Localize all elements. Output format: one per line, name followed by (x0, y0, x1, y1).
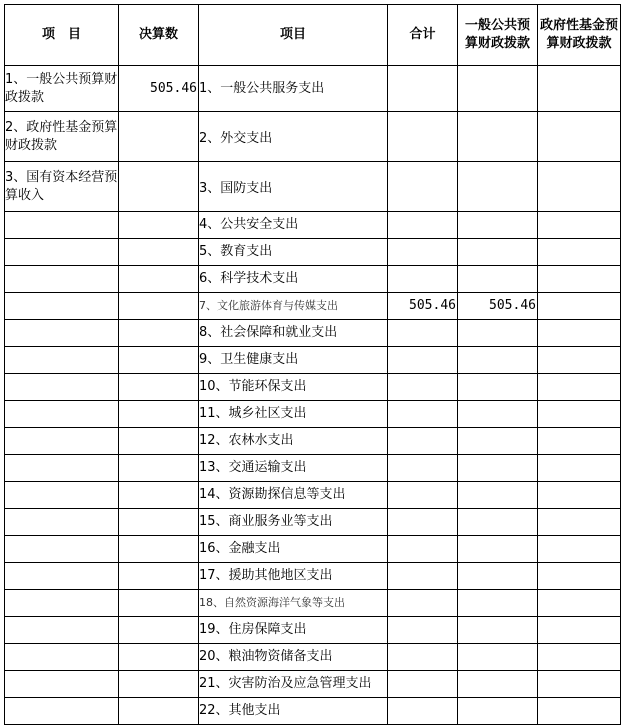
expenditure-label: 18、自然资源海洋气象等支出 (199, 590, 388, 617)
table-row (5, 563, 621, 590)
header-total: 合计 (388, 5, 458, 66)
expenditure-fund (538, 698, 621, 725)
expenditure-fund (538, 162, 621, 212)
expenditure-fund (538, 401, 621, 428)
income-label (5, 509, 119, 536)
expenditure-label: 4、公共安全支出 (199, 212, 388, 239)
expenditure-fund (538, 590, 621, 617)
expenditure-total (388, 212, 458, 239)
expenditure-general (458, 455, 538, 482)
expenditure-fund (538, 509, 621, 536)
income-amount (119, 112, 199, 162)
expenditure-fund (538, 482, 621, 509)
income-label (5, 347, 119, 374)
header-gov-fund-budget: 政府性基金预算财政拨款 (538, 5, 621, 66)
table-row (5, 293, 621, 320)
expenditure-total: 505.46 (388, 293, 458, 320)
income-amount (119, 509, 199, 536)
expenditure-fund (538, 536, 621, 563)
expenditure-general (458, 401, 538, 428)
table-row (5, 266, 621, 293)
expenditure-general (458, 671, 538, 698)
income-label (5, 401, 119, 428)
expenditure-fund (538, 320, 621, 347)
expenditure-total (388, 66, 458, 112)
expenditure-total (388, 671, 458, 698)
income-label: 3、国有资本经营预算收入 (5, 162, 119, 212)
expenditure-general (458, 563, 538, 590)
expenditure-fund (538, 671, 621, 698)
expenditure-total (388, 455, 458, 482)
income-label (5, 698, 119, 725)
expenditure-general (458, 536, 538, 563)
expenditure-general (458, 320, 538, 347)
expenditure-label: 14、资源勘探信息等支出 (199, 482, 388, 509)
income-amount (119, 266, 199, 293)
table-row (5, 482, 621, 509)
expenditure-fund (538, 374, 621, 401)
income-label (5, 644, 119, 671)
income-amount (119, 293, 199, 320)
income-amount (119, 212, 199, 239)
income-amount (119, 590, 199, 617)
table-row (5, 428, 621, 455)
income-label (5, 536, 119, 563)
expenditure-label: 22、其他支出 (199, 698, 388, 725)
expenditure-fund (538, 212, 621, 239)
income-amount (119, 347, 199, 374)
expenditure-total (388, 266, 458, 293)
expenditure-total (388, 347, 458, 374)
expenditure-total (388, 401, 458, 428)
expenditure-general (458, 212, 538, 239)
expenditure-label: 13、交通运输支出 (199, 455, 388, 482)
expenditure-fund (538, 617, 621, 644)
header-row (5, 5, 621, 66)
income-label (5, 617, 119, 644)
income-amount (119, 644, 199, 671)
table-row (5, 590, 621, 617)
expenditure-label: 15、商业服务业等支出 (199, 509, 388, 536)
expenditure-label: 20、粮油物资储备支出 (199, 644, 388, 671)
income-label (5, 482, 119, 509)
expenditure-general (458, 374, 538, 401)
budget-table (4, 4, 621, 725)
expenditure-fund (538, 66, 621, 112)
expenditure-label: 6、科学技术支出 (199, 266, 388, 293)
table-row (5, 509, 621, 536)
expenditure-rows (5, 212, 621, 725)
expenditure-label: 19、住房保障支出 (199, 617, 388, 644)
table-row (5, 401, 621, 428)
table-row (5, 320, 621, 347)
income-label (5, 293, 119, 320)
expenditure-general: 505.46 (458, 293, 538, 320)
table-row (5, 671, 621, 698)
expenditure-fund (538, 293, 621, 320)
income-label (5, 239, 119, 266)
header-final-amount: 决算数 (119, 5, 199, 66)
income-label (5, 320, 119, 347)
income-amount (119, 698, 199, 725)
income-label (5, 671, 119, 698)
expenditure-label: 11、城乡社区支出 (199, 401, 388, 428)
expenditure-general (458, 112, 538, 162)
expenditure-general (458, 162, 538, 212)
expenditure-general (458, 347, 538, 374)
income-amount (119, 536, 199, 563)
income-label (5, 266, 119, 293)
income-amount (119, 428, 199, 455)
income-label: 1、一般公共预算财政拨款 (5, 66, 119, 112)
expenditure-total (388, 428, 458, 455)
expenditure-total (388, 536, 458, 563)
expenditure-total (388, 509, 458, 536)
expenditure-fund (538, 112, 621, 162)
expenditure-general (458, 644, 538, 671)
income-amount (119, 374, 199, 401)
income-amount (119, 320, 199, 347)
table-row (5, 455, 621, 482)
expenditure-total (388, 644, 458, 671)
expenditure-label: 10、节能环保支出 (199, 374, 388, 401)
expenditure-general (458, 590, 538, 617)
table-row (5, 66, 621, 112)
income-amount (119, 401, 199, 428)
income-amount (119, 563, 199, 590)
expenditure-general (458, 617, 538, 644)
income-label (5, 374, 119, 401)
expenditure-general (458, 66, 538, 112)
expenditure-total (388, 162, 458, 212)
expenditure-fund (538, 239, 621, 266)
expenditure-label: 16、金融支出 (199, 536, 388, 563)
income-amount (119, 671, 199, 698)
expenditure-fund (538, 563, 621, 590)
expenditure-total (388, 698, 458, 725)
expenditure-total (388, 482, 458, 509)
expenditure-label: 3、国防支出 (199, 162, 388, 212)
income-amount (119, 482, 199, 509)
expenditure-fund (538, 428, 621, 455)
header-general-budget: 一般公共预算财政拨款 (458, 5, 538, 66)
expenditure-general (458, 698, 538, 725)
expenditure-general (458, 239, 538, 266)
table-row (5, 644, 621, 671)
expenditure-general (458, 482, 538, 509)
table-row (5, 212, 621, 239)
table-row (5, 112, 621, 162)
table-row (5, 239, 621, 266)
expenditure-label: 12、农林水支出 (199, 428, 388, 455)
expenditure-total (388, 617, 458, 644)
header-item-left: 项 目 (5, 5, 119, 66)
expenditure-fund (538, 644, 621, 671)
income-amount: 505.46 (119, 66, 199, 112)
table-row (5, 617, 621, 644)
income-amount (119, 617, 199, 644)
expenditure-label: 9、卫生健康支出 (199, 347, 388, 374)
expenditure-total (388, 239, 458, 266)
income-label: 2、政府性基金预算财政拨款 (5, 112, 119, 162)
expenditure-label: 1、一般公共服务支出 (199, 66, 388, 112)
expenditure-total (388, 374, 458, 401)
expenditure-general (458, 266, 538, 293)
table-row (5, 536, 621, 563)
income-label (5, 455, 119, 482)
expenditure-label: 21、灾害防治及应急管理支出 (199, 671, 388, 698)
expenditure-fund (538, 347, 621, 374)
income-label (5, 590, 119, 617)
table-row (5, 698, 621, 725)
expenditure-label: 8、社会保障和就业支出 (199, 320, 388, 347)
income-amount (119, 455, 199, 482)
income-amount (119, 162, 199, 212)
expenditure-label: 2、外交支出 (199, 112, 388, 162)
income-label (5, 563, 119, 590)
expenditure-fund (538, 266, 621, 293)
income-label (5, 212, 119, 239)
table-row (5, 374, 621, 401)
income-amount (119, 239, 199, 266)
table-row (5, 347, 621, 374)
expenditure-total (388, 112, 458, 162)
income-label (5, 428, 119, 455)
expenditure-total (388, 320, 458, 347)
expenditure-fund (538, 455, 621, 482)
table-row (5, 162, 621, 212)
expenditure-general (458, 428, 538, 455)
expenditure-total (388, 590, 458, 617)
expenditure-general (458, 509, 538, 536)
expenditure-label: 7、文化旅游体育与传媒支出 (199, 293, 388, 320)
header-item-right: 项目 (199, 5, 388, 66)
expenditure-label: 5、教育支出 (199, 239, 388, 266)
expenditure-total (388, 563, 458, 590)
expenditure-label: 17、援助其他地区支出 (199, 563, 388, 590)
